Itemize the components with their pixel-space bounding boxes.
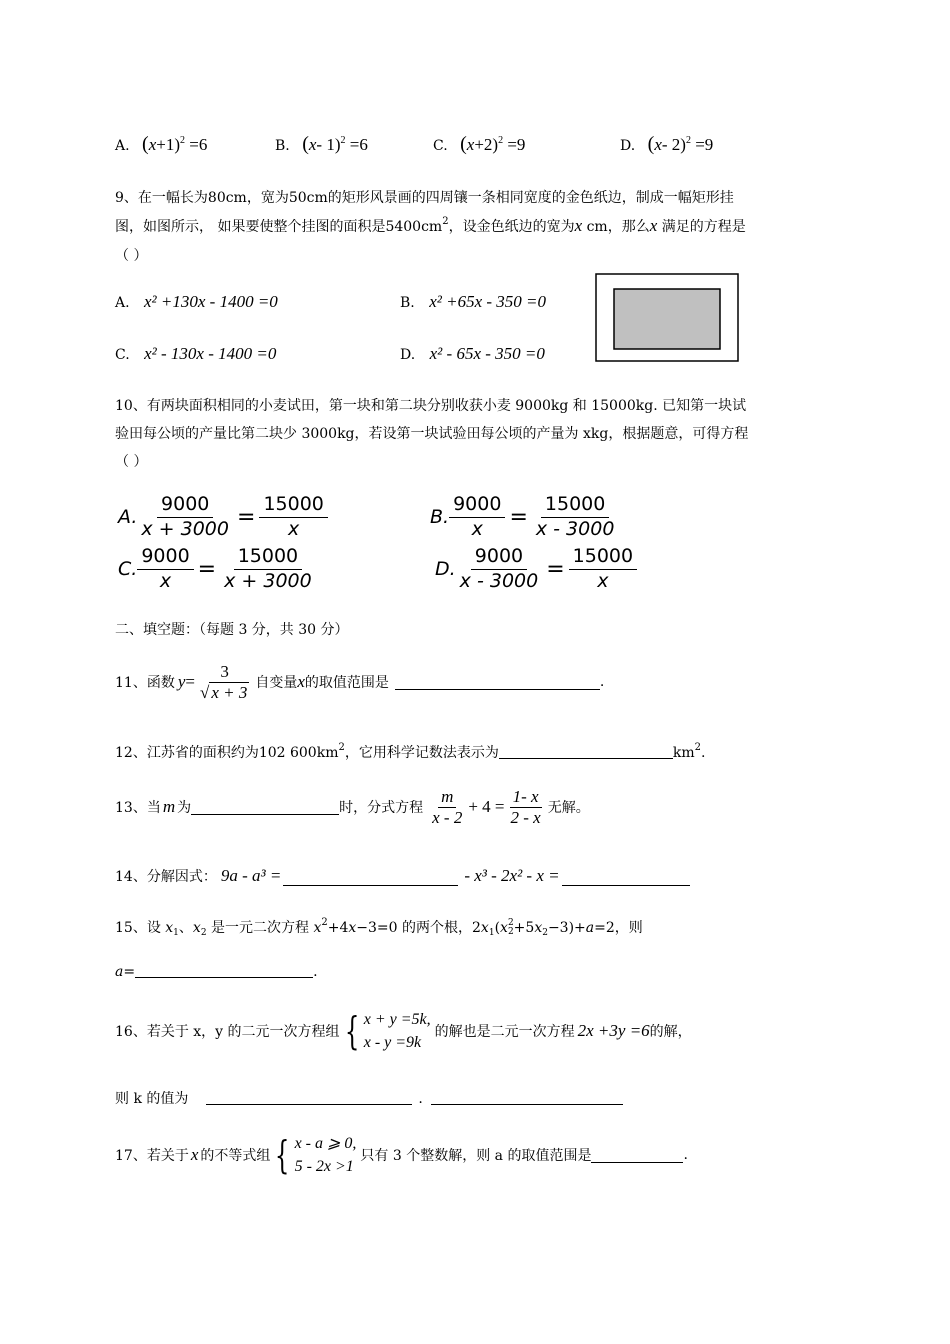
q10-answer-bracket: （ ）: [115, 454, 148, 470]
q14-answer-blank-2[interactable]: [562, 871, 690, 886]
q10-b-fraction-2: $\frac{15000}{x - 3000}$: [535, 493, 615, 540]
q9-option-d: D. x² - 65x - 350 =0: [400, 344, 545, 363]
q13-fraction-2: $\frac{1- x}{2 - x}$: [510, 787, 541, 827]
q15-line1: 15、设 $x_1$、$x_2$ 是一元二次方程 $x^2+4x-3=0$ 的两个根，$2x_1(x$ 2 2 $+5x_2-3)+a=2$，则: [115, 917, 643, 938]
q12-answer-blank-end[interactable]: [641, 744, 673, 759]
q16-line2: 则 k 的值为 .: [115, 1088, 623, 1108]
q8-option-d-expr: (x- 2)$^2$ =9: [647, 133, 714, 155]
q9-picture-frame-figure: [595, 273, 740, 363]
q16-answer-blank-1[interactable]: [206, 1090, 412, 1105]
q8-option-c: C. $(x+2)^2 =9$: [433, 133, 526, 155]
q10-line2: 验田每公顷的产量比第二块少 3000kg，若设第一块试验田每公顷的产量为 xkg，根据题意，可得方程: [115, 426, 749, 442]
q10-b-fraction-1: $\frac{9000}{x}$: [449, 494, 505, 541]
q10-c-fraction-1: $\frac{9000}{x}$: [137, 546, 193, 593]
q13-line: 13、当 m 为 时，分式方程 $\frac{m}{x - 2}$ + 4 = $\frac{1- x}{2 - x}$ 无解。: [115, 787, 590, 827]
q9-option-c-expr: x² - 130x - 1400 =0: [144, 344, 277, 363]
q13-fraction-1: $\frac{m}{x - 2}$: [432, 787, 463, 827]
q10-d-fraction-2: $\frac{15000}{x}$: [569, 546, 637, 593]
q10-option-c: C. $\frac{9000}{x}$ = $\frac{15000}{x + 3000}$: [118, 546, 316, 593]
q8-option-a: A. $(x+1)^2 =6$: [115, 133, 208, 155]
q16-answer-blank-2[interactable]: [431, 1090, 623, 1105]
q9-option-a: A. x² +130x - 1400 =0: [115, 292, 278, 311]
q17-system: x - a ⩾ 0, 5 - 2x >1: [294, 1135, 357, 1176]
q9-frame-inner-rect: [614, 289, 720, 349]
q8-option-d: D. (x- 2)$^2$ =9: [620, 133, 714, 155]
q10-line1: 10、有两块面积相同的小麦试田，第一块和第二块分别收获小麦 9000kg 和 15000kg. 已知第一块试: [115, 398, 747, 414]
q10-a-fraction-1: $\frac{9000}{x + 3000}$: [141, 493, 229, 540]
q10-option-d: D. $\frac{9000}{x - 3000}$ = $\frac{15000}{x}$: [435, 546, 637, 593]
q17-answer-blank[interactable]: [591, 1148, 683, 1163]
q8-option-a-expr: $(x+1)^2 =6$: [142, 133, 208, 155]
q10-a-fraction-2: $\frac{15000}{x}$: [259, 494, 327, 541]
q8-option-b: B. (x- 1)$^2$ =6: [275, 133, 368, 155]
q11-answer-blank[interactable]: [395, 675, 600, 690]
q9-option-b-expr: x² +65x - 350 =0: [429, 292, 546, 311]
section2-title: 二、填空题：（每题 3 分，共 30 分）: [115, 622, 349, 638]
q8-option-b-expr: (x- 1)$^2$ =6: [302, 133, 368, 155]
q13-answer-blank[interactable]: [191, 800, 339, 815]
q16-system: x + y =5k, x - y =9k: [363, 1011, 431, 1052]
q14-line: 14、分解因式： 9a - a³ = - x³ - 2x² - x =: [115, 866, 690, 886]
q9-option-c: C. x² - 130x - 1400 =0: [115, 344, 277, 363]
q10-d-fraction-1: $\frac{9000}{x - 3000}$: [459, 545, 539, 592]
q9-option-d-expr: x² - 65x - 350 =0: [429, 344, 545, 363]
q8-option-c-expr: $(x+2)^2 =9$: [460, 133, 526, 155]
q11-line: 11、函数 y = $\frac{3}{√ x + 3}$ 自变量 x 的取值范围是 .: [115, 662, 605, 702]
q10-option-b: B. $\frac{9000}{x}$ = $\frac{15000}{x - 3000}$: [430, 494, 618, 541]
q12-line: 12、江苏省的面积约为102 $600km^2$，它用科学记数法表示为 $km^2$.: [115, 742, 706, 761]
q17-line: 17、若关于 x 的不等式组 { x - a ⩾ 0, 5 - 2x >1 只有 3 个整数解，则 a 的取值范围是 .: [115, 1133, 688, 1178]
q10-c-fraction-2: $\frac{15000}{x + 3000}$: [224, 545, 312, 592]
q17-brace: {: [275, 1133, 290, 1178]
q14-answer-blank-1[interactable]: [283, 871, 458, 886]
q16-brace: {: [344, 1009, 359, 1054]
q15-line2: a= .: [115, 964, 318, 980]
q9-option-b: B. x² +65x - 350 =0: [400, 292, 546, 311]
q9-line1: 9、在一幅长为80cm，宽为50cm的矩形风景画的四周镶一条相同宽度的金色纸边，制成一幅矩形挂: [115, 190, 734, 206]
q16-line1: 16、若关于 x，y 的二元一次方程组 { x + y =5k, x - y =9k 的解也是二元一次方程 2x +3y =6 的解，: [115, 1009, 692, 1054]
q15-answer-blank[interactable]: [135, 963, 313, 978]
q12-answer-blank-mid[interactable]: [557, 744, 641, 759]
q9-answer-bracket: （ ）: [115, 248, 148, 264]
q12-answer-blank[interactable]: [499, 744, 557, 759]
q9-option-a-expr: x² +130x - 1400 =0: [144, 292, 278, 311]
q10-option-a: A. $\frac{9000}{x + 3000}$ = $\frac{15000}{x}$: [118, 494, 328, 541]
q11-fraction: $\frac{3}{√ x + 3}$: [199, 662, 248, 702]
q9-line2: 图，如图所示， 如果要使整个挂图的面积是$5400cm^2$，设金色纸边的宽为x cm，那么x 满足的方程是: [115, 216, 746, 235]
